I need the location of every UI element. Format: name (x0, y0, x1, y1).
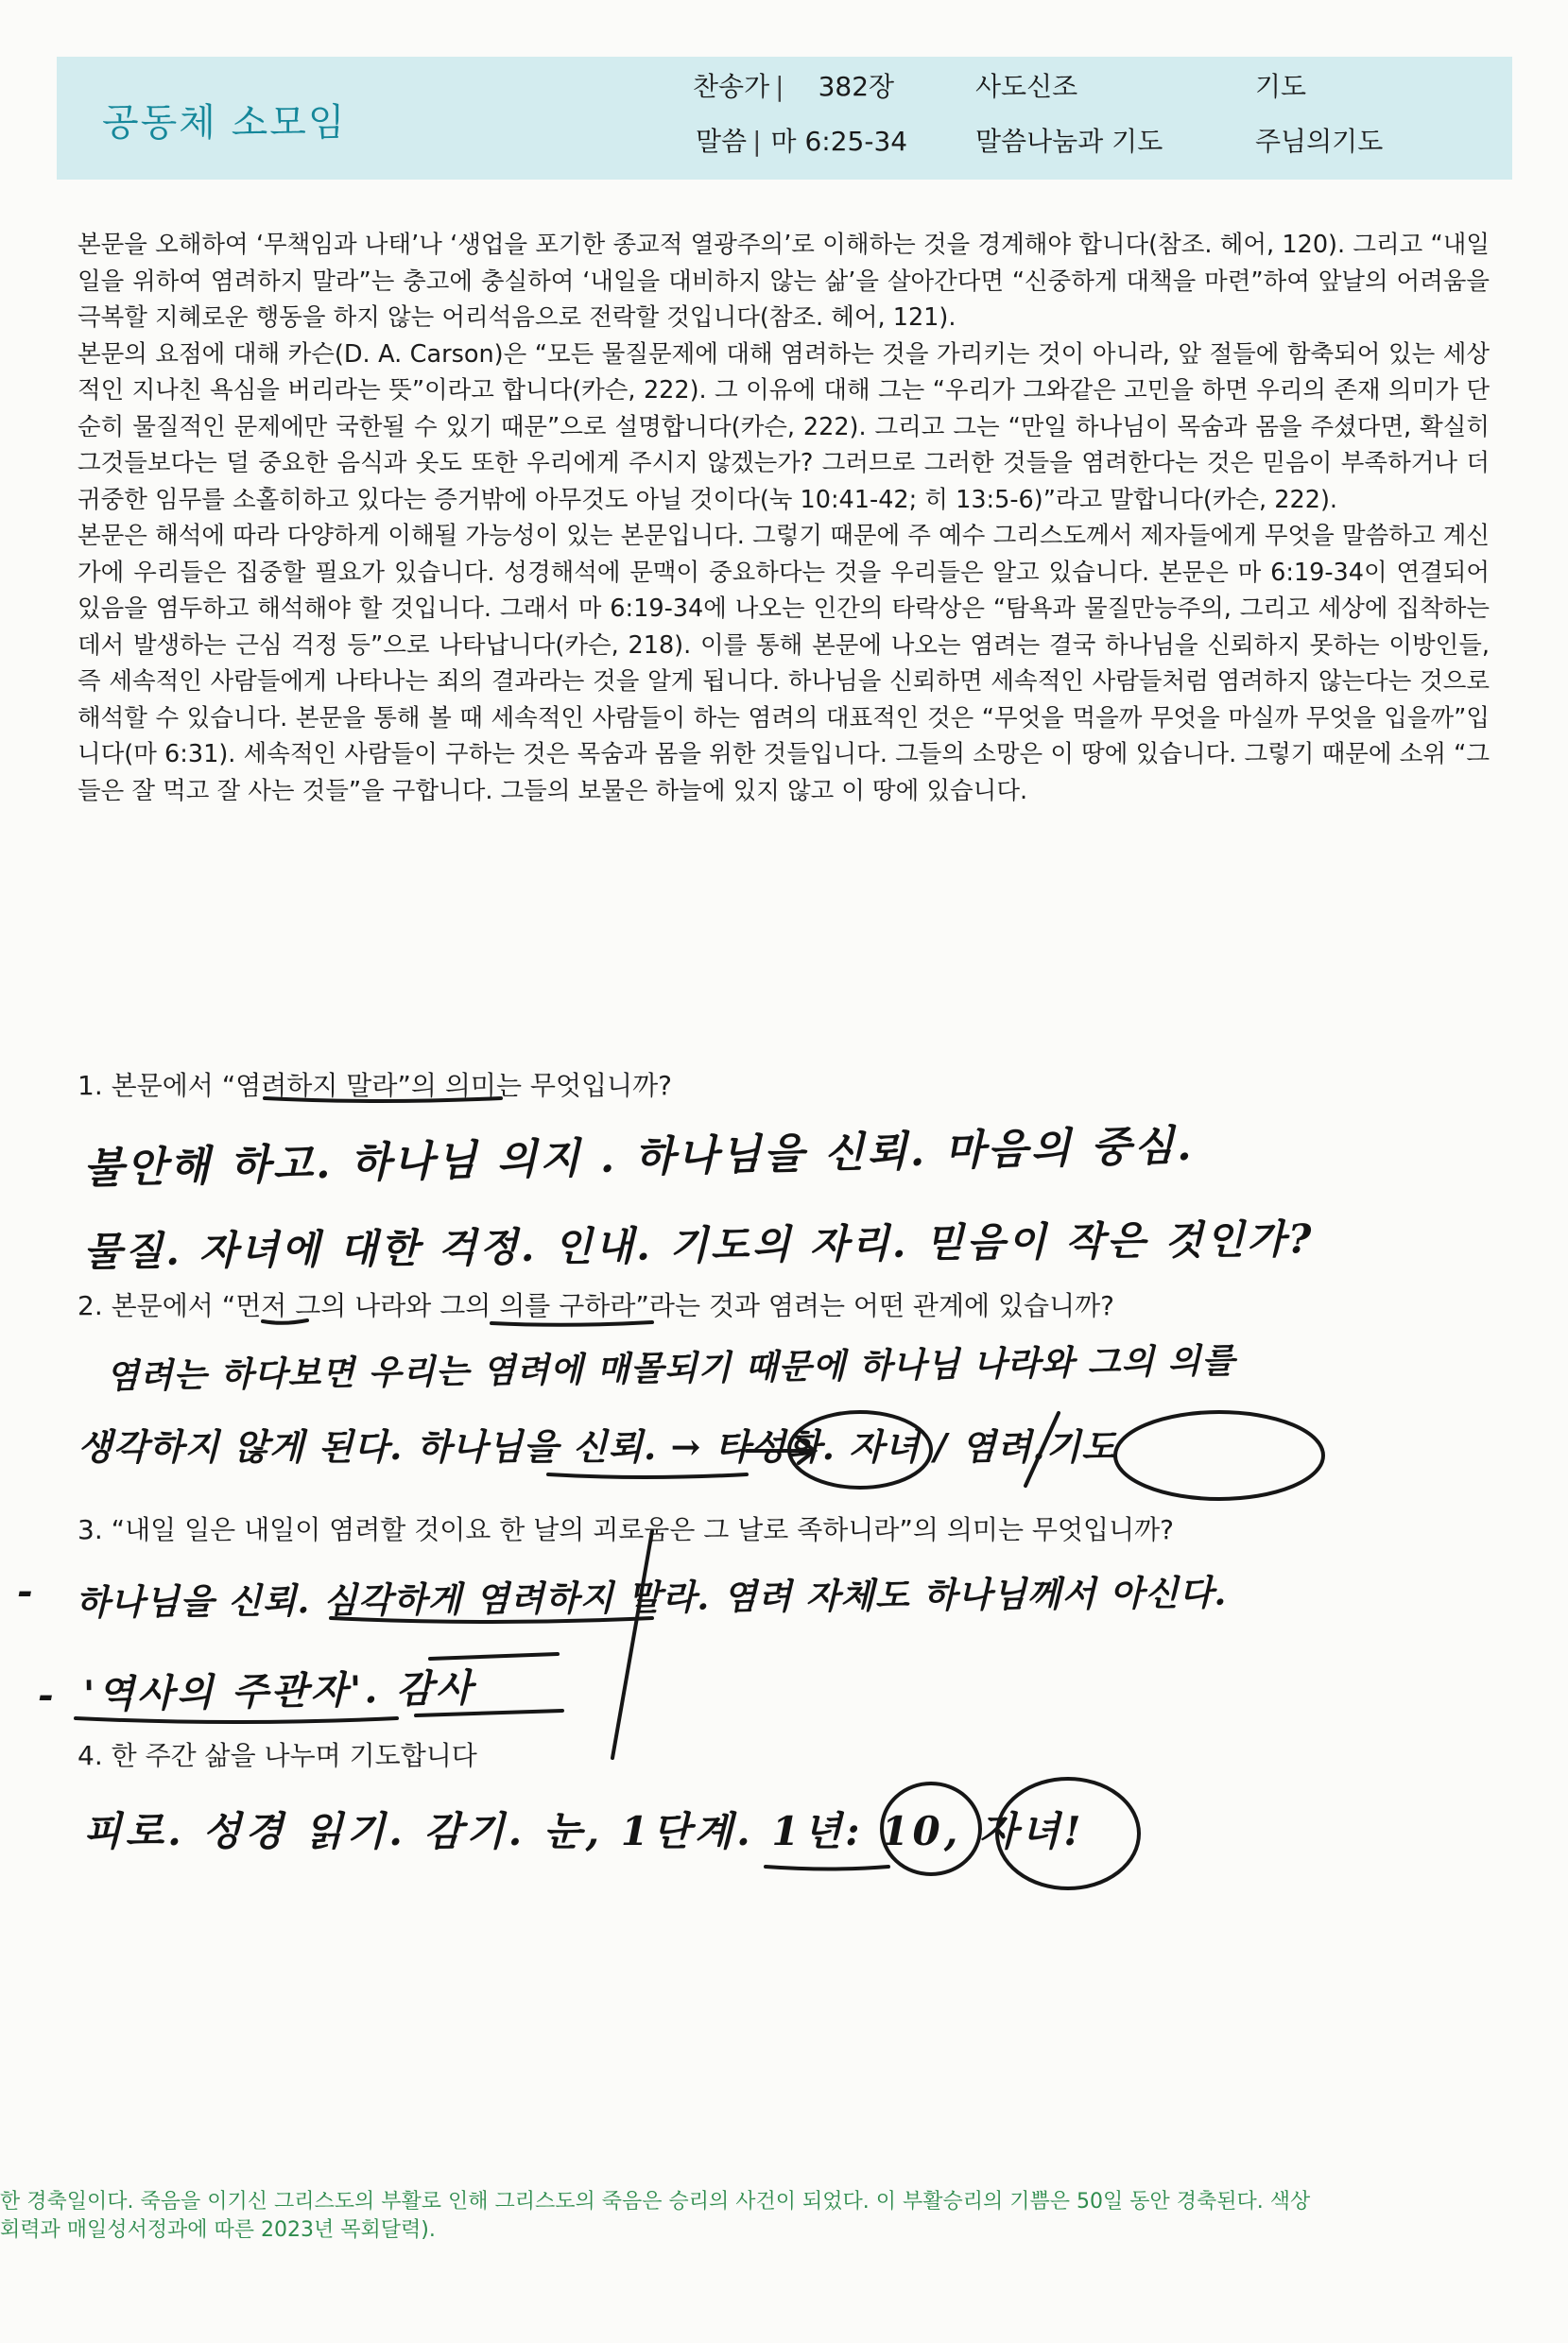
hymn-info (693, 66, 894, 104)
scripture-separator: | (752, 126, 762, 157)
page-title: 공동체 소모임 (102, 101, 347, 145)
footer-note (0, 2188, 1512, 2245)
handwritten-answer-2a: 염려는 하다보면 우리는 염려에 매몰되기 때문에 하나님 나라와 그의 의를 (105, 1340, 1236, 1397)
scripture-label: 말씀 (696, 126, 748, 157)
scripture-info (696, 121, 907, 159)
question-4: 4. 한 주간 삶을 나누며 기도합니다 (78, 1740, 477, 1771)
creed-label: 사도신조 (975, 71, 1078, 102)
header-band (57, 57, 1512, 180)
footer-line-2: 회력과 매일성서정과에 따른 2023년 목회달력). (0, 2218, 436, 2242)
handwriting-bullet: - (38, 1673, 54, 1717)
hymn-separator: | (775, 71, 784, 102)
question-3: 3. “내일 일은 내일이 염려할 것이요 한 날의 괴로움은 그 날로 족하니라”의 의미는 무엇입니까? (78, 1514, 1175, 1545)
paragraph: 본문은 해석에 따라 다양하게 이해될 가능성이 있는 본문입니다. 그렇기 때문에 주 예수 그리스도께서 제자들에게 무엇을 말씀하고 계신가에 우리들은 집중할 필요가 있습니다. 성경해석에 문맥이 중요하다는 것을 우리들은 알고 있습니다. 본문은 마 6:19-34이 연결되어 있음을 염두하고 해석해야 할 것입니다. 그래서 마 6:19-34에 나오는 인간의 타락상은 “탐욕과 물질만능주의, 그리고 세상에 집착하는 데서 발생하는 근심 걱정 등”으로 나타납니다(카슨, 218). 이를 통해 본문에 나오는 염려는 결국 하나님을 신뢰하지 못하는 이방인들, 즉 세속적인 사람들에게 나타나는 죄의 결과라는 것을 알게 됩니다. 하나님을 신뢰하면 세속적인 사람들처럼 염려하지 않는다는 것으로 해석할 수 있습니다. 본문을 통해 볼 때 세속적인 사람들이 하는 염려의 대표적인 것은 “무엇을 먹을까 무엇을 마실까 무엇을 입을까”입니다(마 6:31). 세속적인 사람들이 구하는 것은 목숨과 몸을 위한 것들입니다. 그들의 소망은 이 땅에 있습니다. 그렇기 때문에 소위 “그들은 잘 먹고 잘 사는 것들”을 구합니다. 그들의 보물은 하늘에 있지 않고 이 땅에 있습니다. (78, 522, 1490, 805)
lords-prayer-label: 주님의기도 (1255, 126, 1384, 157)
hymn-number: 382장 (818, 71, 895, 102)
answer4-underline (766, 1867, 888, 1869)
scripture-reference: 마 6:25-34 (770, 126, 908, 157)
handwritten-answer-4: 피로. 성경 읽기. 감기. 눈, 1단계. 1년: 10, 자녀! (83, 1808, 1085, 1854)
paragraph: 본문의 요점에 대해 카슨(D. A. Carson)은 “모든 물질문제에 대해 염려하는 것을 가리키는 것이 아니라, 앞 절들에 함축되어 있는 세상적인 지나친 욕심을 버리라는 뜻”이라고 합니다(카슨, 222). 그 이유에 대해 그는 “우리가 그와같은 고민을 하면 우리의 존재 의미가 단순히 물질적인 문제에만 국한될 수 있기 때문”으로 설명합니다(카슨, 222). 그리고 그는 “만일 하나님이 목숨과 몸을 주셨다면, 확실히 그것들보다는 덜 중요한 음식과 옷도 또한 우리에게 주시지 않겠는가? 그러므로 그러한 것들을 염려한다는 것은 믿음이 부족하거나 더 귀중한 임무를 소홀히하고 있다는 증거밖에 아무것도 아닐 것이다(눅 10:41-42; 히 13:5-6)”라고 말합니다(카슨, 222). (78, 339, 1490, 514)
handwritten-answer-2b: 생각하지 않게 된다. 하나님을 신뢰. → 타성화. 자녀 / 염려.기도 (78, 1425, 1117, 1468)
handwritten-answer-1a: 불안해 하고. 하나님 의지 . 하나님을 신뢰. 마음의 중심. (82, 1121, 1195, 1194)
commentary-text (78, 227, 1490, 809)
hymn-label: 찬송가 (693, 71, 770, 102)
sharing-label: 말씀나눔과 기도 (975, 126, 1163, 157)
circle-word-b (1115, 1412, 1323, 1499)
vertical-stroke (612, 1531, 652, 1758)
handwriting-bullet: - (17, 1569, 33, 1613)
prayer-label: 기도 (1255, 71, 1307, 102)
handwritten-answer-3a: 하나님을 신뢰. 심각하게 염려하지 말라. 염려 자체도 하나님께서 아신다. (75, 1571, 1228, 1624)
handwritten-answer-3b: '역사의 주관자'. 감사 (82, 1665, 475, 1717)
question-1: 1. 본문에서 “염려하지 말라”의 의미는 무엇입니까? (78, 1070, 673, 1101)
footer-line-1: 한 경축일이다. 죽음을 이기신 그리스도의 부활로 인해 그리스도의 죽음은 승리의 사건이 되었다. 이 부활승리의 기쁨은 50일 동안 경축된다. 색상 (0, 2190, 1311, 2214)
question-2: 2. 본문에서 “먼저 그의 나라와 그의 의를 구하라”라는 것과 염려는 어떤 관계에 있습니까? (78, 1290, 1115, 1321)
answer2-underline (548, 1474, 747, 1477)
paragraph: 본문을 오해하여 ‘무책임과 나태’나 ‘생업을 포기한 종교적 열광주의’로 이해하는 것을 경계해야 합니다(참조. 헤어, 120). 그리고 “내일 일을 위하여 염려하지 말라”는 충고에 충실하여 ‘내일을 대비하지 않는 삶’을 살아간다면 “신중하게 대책을 마련”하여 앞날의 어려움을 극복할 지혜로운 행동을 하지 않는 어리석음으로 전락할 것입니다(참조. 헤어, 121). (78, 231, 1490, 332)
answer3b-underline (76, 1718, 397, 1722)
handwritten-answer-1b: 물질. 자녀에 대한 걱정. 인내. 기도의 자리. 믿음이 작은 것인가? (82, 1215, 1315, 1275)
